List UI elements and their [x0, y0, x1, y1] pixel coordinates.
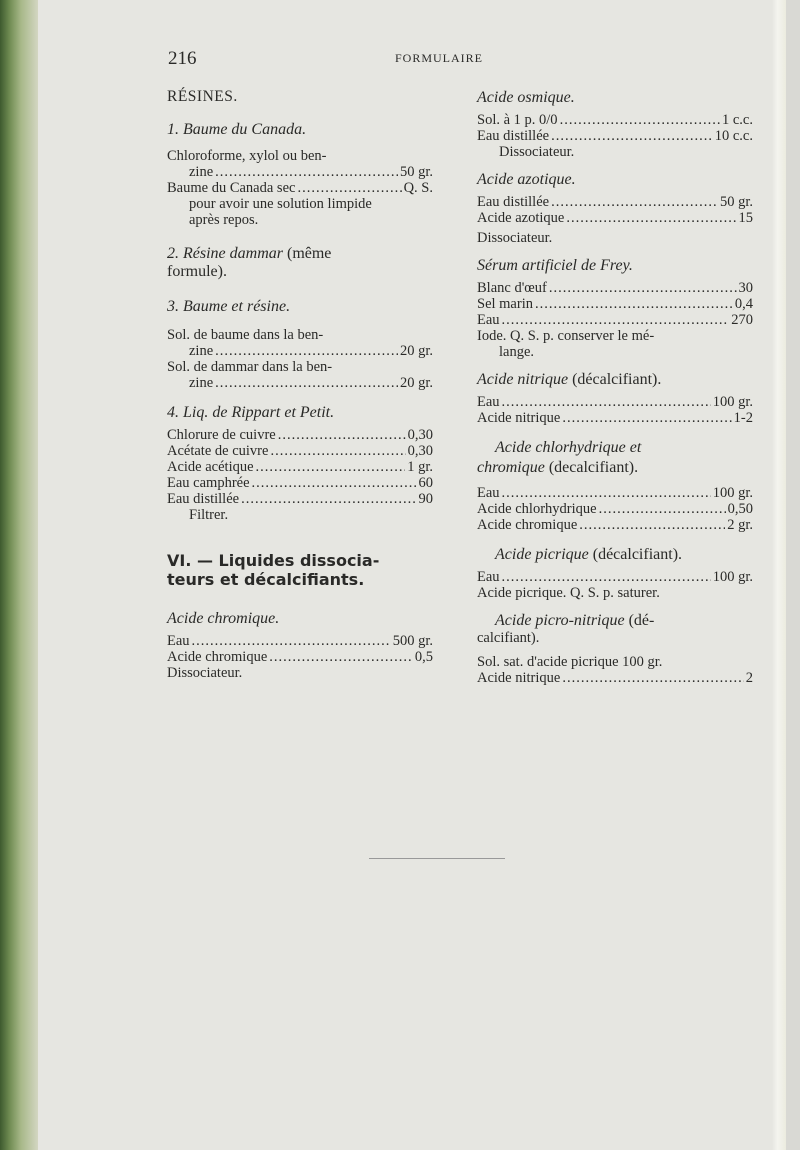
ingredient-row: Eau distillée ..... 10 c.c. [477, 128, 753, 144]
recipe-title-dammar: 2. Résine dammar (même [167, 245, 332, 262]
book-page [38, 0, 786, 1150]
text-line: Sol. de baume dans la ben- [167, 327, 324, 343]
book-binding-edge [0, 0, 38, 1150]
recipe-title-rippart: 4. Liq. de Rippart et Petit. [167, 404, 335, 421]
ingredient-row: Eau ..... 100 gr. [477, 569, 753, 585]
ingredient-row: Sel marin ..... 0,4 [477, 296, 753, 312]
recipe-title-baume-canada: 1. Baume du Canada. [167, 121, 307, 138]
recipe-title-azotique: Acide azotique. [477, 171, 576, 188]
left-column [167, 88, 433, 681]
note-dissociateur: Dissociateur. [167, 665, 243, 681]
text-line: pour avoir une solution limpide [189, 196, 372, 212]
note-dissociateur: Dissociateur. [477, 230, 553, 246]
ingredient-row: zine ..... 20 gr. [167, 343, 433, 359]
ingredient-row: Eau ..... 100 gr. [477, 485, 753, 501]
ingredient-row: Acide chromique ..... 0,5 [167, 649, 433, 665]
recipe-title-osmique: Acide osmique. [477, 89, 575, 106]
text-line: Chloroforme, xylol ou ben- [167, 148, 327, 164]
text-line: calcifiant). [477, 630, 540, 646]
text-line: Acide picrique. Q. S. p. saturer. [477, 585, 660, 601]
ingredient-row: Blanc d'œuf ..... 30 [477, 280, 753, 296]
ingredient-row: Acétate de cuivre ..... 0,30 [167, 443, 433, 459]
recipe-title-acide-chromique: Acide chromique. [167, 610, 280, 627]
ingredient-row: zine ..... 20 gr. [167, 375, 433, 391]
text-line: lange. [499, 344, 535, 360]
ingredient-row: Eau ..... 100 gr. [477, 394, 753, 410]
page-number: 216 [168, 48, 197, 69]
text-line: après repos. [189, 212, 259, 228]
ingredient-row: zine ..... 50 gr. [167, 164, 433, 180]
recipe-title-chlorhydrique: Acide chlorhydrique et [495, 439, 642, 456]
ingredient-row: Eau camphrée ..... 60 [167, 475, 433, 491]
ingredient-row: Acide azotique ..... 15 [477, 210, 753, 226]
section-heading-vi-cont: teurs et décalcifiants. [167, 570, 365, 589]
text-line: Sol. de dammar dans la ben- [167, 359, 333, 375]
text-line: Iode. Q. S. p. conserver le mé- [477, 328, 655, 344]
text-line: Sol. sat. d'acide picrique 100 gr. [477, 654, 663, 670]
running-title: FORMULAIRE [395, 51, 484, 65]
ingredient-row: Chlorure de cuivre ..... 0,30 [167, 427, 433, 443]
text-line: formule). [167, 263, 227, 280]
ingredient-row: Acide acétique ..... 1 gr. [167, 459, 433, 475]
ingredient-row: Eau distillée ..... 90 [167, 491, 433, 507]
note-filtrer: Filtrer. [189, 507, 229, 523]
ingredient-row: Acide nitrique ..... 1-2 [477, 410, 753, 426]
ingredient-row: Eau ..... 500 gr. [167, 633, 433, 649]
recipe-title-baume-resine: 3. Baume et résine. [167, 298, 291, 315]
note-dissociateur: Dissociateur. [499, 144, 575, 160]
section-title-resines: RÉSINES. [167, 88, 238, 105]
recipe-title-nitrique: Acide nitrique (décalcifiant). [477, 371, 662, 388]
recipe-title-picrique: Acide picrique (décalcifiant). [495, 546, 683, 563]
right-column [477, 88, 753, 686]
ingredient-row: Eau distillée ..... 50 gr. [477, 194, 753, 210]
ingredient-row: Eau ..... 270 [477, 312, 753, 328]
divider [369, 858, 505, 859]
ingredient-row: Sol. à 1 p. 0/0 ..... 1 c.c. [477, 112, 753, 128]
recipe-title-picro-nitrique: Acide picro-nitrique (dé- [495, 612, 655, 629]
recipe-title-chlorhydrique-cont: chromique (decalcifiant). [477, 459, 639, 476]
page-right-edge [772, 0, 786, 1150]
ingredient-row: Acide chromique ..... 2 gr. [477, 517, 753, 533]
ingredient-row: Acide nitrique ..... 2 [477, 670, 753, 686]
page-header [38, 48, 786, 72]
ingredient-row: Baume du Canada sec ..... Q. S. [167, 180, 433, 196]
section-heading-vi: VI. — Liquides dissocia- [167, 551, 380, 570]
recipe-title-frey: Sérum artificiel de Frey. [477, 257, 633, 274]
ingredient-row: Acide chlorhydrique ..... 0,50 [477, 501, 753, 517]
